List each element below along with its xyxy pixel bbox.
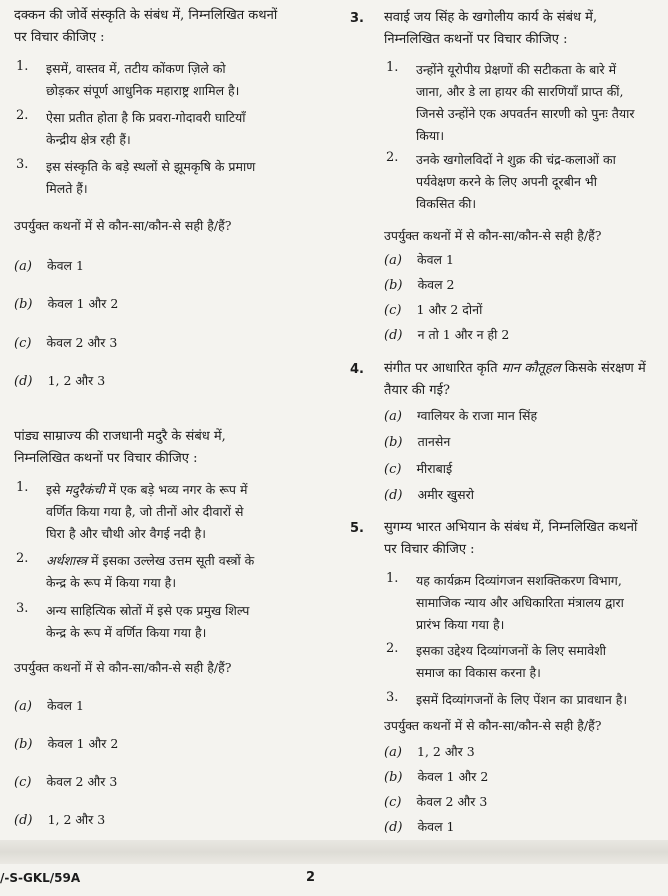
q4-option-c-text: मीराबाई [416,461,453,476]
q2-option-b-text: केवल 1 और 2 [47,736,119,751]
q2-stem-line-2: निम्नलिखित कथनों पर विचार कीजिए : [14,451,198,466]
q2-statement-2-number: 2. [16,551,29,566]
q5-statement-1-line-1: यह कार्यक्रम दिव्यांगजन सशक्तिकरण विभाग, [416,573,622,588]
q2-statement-2-line-2: केन्द्र के रूप में किया गया है। [46,575,177,590]
q3-stem-line-1: सवाई जय सिंह के खगोलीय कार्य के संबंध में, [384,10,598,25]
q3-statement-2-line-1: उनके खगोलविदों ने शुक्र की चंद्र-कलाओं का [416,152,616,167]
q2-statement-3-line-2: केन्द्र के रूप में वर्णित किया गया है। [46,625,207,640]
q2-option-a-letter: (a) [14,699,32,714]
q5-number: 5. [350,521,364,536]
q1-option-b[interactable] [14,293,118,312]
q3-stem-line-2: निम्नलिखित कथनों पर विचार कीजिए : [384,32,568,47]
q2-option-d-letter: (d) [14,813,33,828]
q4-option-d[interactable] [384,484,474,503]
q1-statement-2-line-2: केन्द्रीय क्षेत्र रही हैं। [46,132,131,147]
q1-option-a-text: केवल 1 [47,258,84,273]
q1-statement-2-number: 2. [16,108,29,123]
q4-option-d-text: अमीर खुसरो [417,487,474,502]
q1-stem-line-1: दक्कन की जोर्वे संस्कृति के संबंध में, निम्नलिखित कथनों [14,8,278,23]
q2-statement-1-title: मदुरैकंची [64,482,105,497]
q3-option-b-text: केवल 2 [417,277,455,292]
q1-option-d-letter: (d) [14,374,33,389]
q4-option-a-text: ग्वालियर के राजा मान सिंह [417,408,538,423]
q5-option-a-text: 1, 2 और 3 [417,744,475,759]
q2-option-c-letter: (c) [14,775,32,790]
q2-statement-2-line-1 [46,550,254,572]
q5-option-a-letter: (a) [384,745,402,760]
q4-option-c-letter: (c) [384,462,402,477]
q5-statement-3-line-1: इसमें दिव्यांगजनों के लिए पेंशन का प्रावधान है। [416,692,628,707]
q2-statement-2-title: अर्थशास्त्र [46,553,88,568]
q5-statement-1-line-2: सामाजिक न्याय और अधिकारिता मंत्रालय द्वारा [416,595,624,610]
q5-option-c[interactable] [384,791,487,810]
q4-option-d-letter: (d) [384,488,403,503]
q1-statement-3-line-2: मिलते हैं। [46,181,88,196]
q5-option-c-letter: (c) [384,795,402,810]
q3-statement-2-line-3: विकसित की। [416,196,477,211]
q4-option-a-letter: (a) [384,409,402,424]
q3-option-b-letter: (b) [384,278,403,293]
q2-option-c-text: केवल 2 और 3 [46,774,118,789]
q5-statement-2-line-2: समाज का विकास करना है। [416,665,541,680]
q5-stem-line-2: पर विचार कीजिए : [384,542,475,557]
q3-option-a[interactable] [384,249,454,268]
q4-number: 4. [350,362,364,377]
q3-option-d[interactable] [384,324,509,343]
q1-option-d[interactable] [14,370,105,389]
q1-option-c-letter: (c) [14,336,32,351]
q2-option-b[interactable] [14,733,118,752]
q5-option-a[interactable] [384,741,475,760]
q5-option-d-letter: (d) [384,820,403,835]
q3-option-a-letter: (a) [384,253,402,268]
q5-option-b-letter: (b) [384,770,403,785]
paper-code-series: 59A [54,871,81,885]
q3-option-d-letter: (d) [384,328,403,343]
q2-option-b-letter: (b) [14,737,33,752]
q2-question: उपर्युक्त कथनों में से कौन-सा/कौन-से सही है/हैं? [14,660,232,675]
scan-shadow-band [0,840,668,864]
paper-code-prefix: /-S-GKL/ [0,871,55,885]
q4-stem-line-1 [384,358,646,380]
q5-question: उपर्युक्त कथनों में से कौन-सा/कौन-से सही है/हैं? [384,718,602,733]
q1-statement-1-number: 1. [16,59,29,74]
q3-statement-1-number: 1. [386,60,399,75]
q4-stem-title: मान कौतूहल [501,361,561,376]
q4-option-b-text: तानसेन [417,434,451,449]
q2-stem-line-1: पांड्य साम्राज्य की राजधानी मदुरै के संबंध में, [14,429,226,444]
q3-statement-1-line-4: किया। [416,128,445,143]
q5-option-b[interactable] [384,766,488,785]
q1-question: उपर्युक्त कथनों में से कौन-सा/कौन-से सही है/हैं? [14,218,232,233]
q2-statement-3-line-1: अन्य साहित्यिक स्रोतों में इसे एक प्रमुख शिल्प [46,603,250,618]
q5-stem-line-1: सुगम्य भारत अभियान के संबंध में, निम्नलिखित कथनों [384,520,638,535]
q4-option-b[interactable] [384,431,450,450]
q1-statement-3-line-1: इस संस्कृति के बड़े स्थलों से झूमकृषि के प्रमाण [46,159,256,174]
q3-statement-1-line-2: जाना, और डे ला हायर की सारणियाँ प्राप्त कीं, [416,84,624,99]
q1-option-d-text: 1, 2 और 3 [47,373,106,388]
q3-statement-1-line-3: जिनसे उन्होंने एक अपवर्तन सारणी को पुनः तैयार [416,106,635,121]
q2-statement-2-post: में इसका उल्लेख उत्तम सूती वस्त्रों के [87,553,255,568]
q2-statement-1-line-3: घिरा है और चौथी ओर वैगई नदी है। [46,526,206,541]
q1-option-b-text: केवल 1 और 2 [47,296,119,311]
q3-option-c-letter: (c) [384,303,402,318]
q5-statement-2-line-1: इसका उद्देश्य दिव्यांगजनों के लिए समावेशी [416,643,606,658]
q1-statement-2-line-1: ऐसा प्रतीत होता है कि प्रवरा-गोदावरी घाटियाँ [46,110,246,125]
q2-statement-1-line-2: वर्णित किया गया है, जो तीनों ओर दीवारों से [46,504,244,519]
q4-stem-line-2: तैयार की गई? [384,383,450,398]
q5-statement-3-number: 3. [386,690,399,705]
q1-option-b-letter: (b) [14,297,33,312]
q1-statement-1-line-2: छोड़कर संपूर्ण आधुनिक महाराष्ट्र शामिल है। [46,83,240,98]
q1-option-c[interactable] [14,332,117,351]
page-number: 2 [306,870,316,885]
q3-number: 3. [350,11,364,26]
q1-option-a-letter: (a) [14,259,32,274]
q2-option-a[interactable] [14,695,84,714]
q3-statement-2-line-2: पर्यवेक्षण करने के लिए अपनी दूरबीन भी [416,174,597,189]
q3-statement-1-line-1: उन्होंने यूरोपीय प्रेक्षणों की सटीकता के बारे में [416,62,617,77]
q5-statement-1-line-3: प्रारंभ किया गया है। [416,617,505,632]
q5-statement-1-number: 1. [386,571,399,586]
q2-statement-1-line-1 [46,479,247,501]
q4-stem-pre: संगीत पर आधारित कृति [384,361,502,376]
q4-option-b-letter: (b) [384,435,403,450]
q3-option-a-text: केवल 1 [417,252,454,267]
q2-option-d[interactable] [14,809,105,828]
q5-statement-2-number: 2. [386,641,399,656]
q2-statement-1-pre: इसे [46,482,65,497]
q2-statement-1-post: में एक बड़े भव्य नगर के रूप में [104,482,248,497]
q5-option-d[interactable] [384,816,455,835]
q2-option-d-text: 1, 2 और 3 [47,812,106,827]
q1-statement-3-number: 3. [16,157,29,172]
q4-option-a[interactable] [384,405,537,424]
q3-option-c-text: 1 और 2 दोनों [416,302,483,317]
q2-option-a-text: केवल 1 [47,698,84,713]
q3-option-b[interactable] [384,274,455,293]
q4-option-c[interactable] [384,458,452,477]
paper-code [0,871,80,885]
q1-stem-line-2: पर विचार कीजिए : [14,30,105,45]
q3-option-d-text: न तो 1 और न ही 2 [417,327,510,342]
q2-option-c[interactable] [14,771,117,790]
q5-option-c-text: केवल 2 और 3 [416,794,488,809]
q1-option-a[interactable] [14,255,84,274]
q5-option-b-text: केवल 1 और 2 [417,769,489,784]
q3-option-c[interactable] [384,299,482,318]
q1-statement-1-line-1: इसमें, वास्तव में, तटीय कोंकण ज़िले को [46,61,226,76]
q1-option-c-text: केवल 2 और 3 [46,335,118,350]
q3-question: उपर्युक्त कथनों में से कौन-सा/कौन-से सही है/हैं? [384,228,602,243]
q4-stem-post: किसके संरक्षण में [560,361,646,376]
q5-option-d-text: केवल 1 [417,819,455,834]
q2-statement-1-number: 1. [16,480,29,495]
q3-statement-2-number: 2. [386,150,399,165]
q2-statement-3-number: 3. [16,601,29,616]
